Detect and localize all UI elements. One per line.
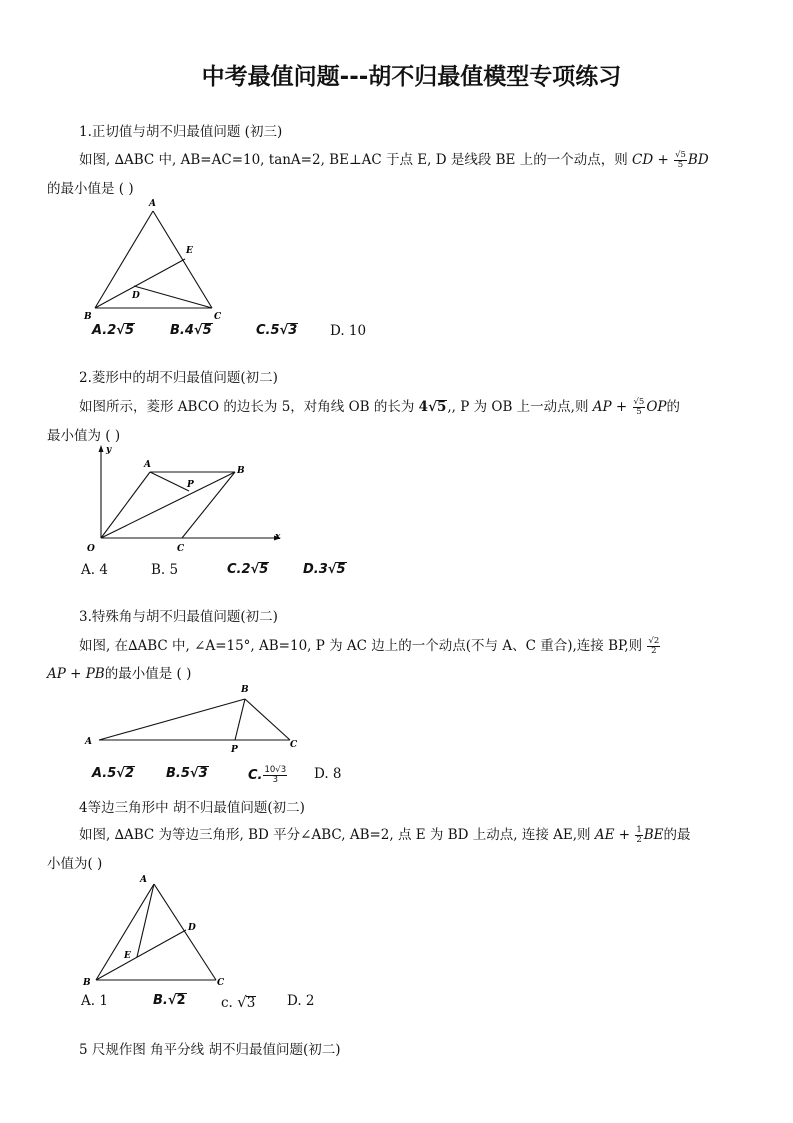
q4-option-a[interactable]: A. 1 [81,993,108,1009]
q2-label-x: x [275,532,281,542]
q3-label-c: C [290,740,298,750]
q2-heading: 2.菱形中的胡不归最值问题(初二) [79,370,278,386]
q1-label-a: A [149,199,156,209]
q1-label-d: D [132,291,140,301]
q2-option-c[interactable]: C.2√5 [227,562,269,577]
q1-options [92,323,392,341]
q3-text: 如图, 在∆ABC 中, ∠A=15°, AB=10, P 为 AC 边上的一个动点(不与 A、C 重合),连接 BP,则 $\frac{√2}{2}$ [79,636,660,656]
q1-text: 如图, ∆ABC 中, AB=AC=10, tanA=2, BE⊥AC 于点 E, D 是线段 BE 上的一个动点，则 CD + $\frac{√5}{5}$ BD [79,150,709,170]
radical-sign-icon: √ [189,766,199,781]
q1-label-e: E [186,246,193,256]
q2-option-d[interactable]: D.3√5 [303,562,346,577]
q3-heading: 3.特殊角与胡不归最值问题(初二) [79,609,278,625]
q1-option-d[interactable]: D. 10 [330,323,367,339]
q4-label-d: D [188,923,196,933]
q1-heading: 1.正切值与胡不归最值问题 (初三) [79,124,283,140]
q2-figure [80,442,290,560]
q3-label-b: B [241,685,249,695]
q4-heading: 4等边三角形中 胡不归最值问题(初二) [79,800,305,816]
q3-option-a[interactable]: A.5√2 [92,766,135,781]
q2-label-b: B [237,466,245,476]
q1-label-b: B [84,312,92,322]
q3-figure [82,682,302,755]
q2-option-b[interactable]: B. 5 [151,562,179,578]
q4-options [81,993,381,1013]
q1-option-b[interactable]: B.4√5 [170,323,212,338]
q4-label-e: E [124,951,131,961]
q2-label-a: A [144,460,151,470]
q4-text: 如图, ∆ABC 为等边三角形, BD 平分∠ABC, AB=2, 点 E 为 BD 上动点, 连接 AE,则 AE + $\frac{1}{2}$ BE的最 [79,825,691,845]
q4-text-cont: 小值为( ) [47,856,103,872]
q3-options [92,764,392,786]
q2-text-cont: 最小值为 ( ) [47,428,121,444]
radical-sign-icon: √ [428,399,437,415]
radical-sign-icon: √ [116,766,125,781]
q1-option-c[interactable]: C.5√3 [256,323,298,338]
radical-sign-icon: √ [193,323,203,338]
q1-figure [82,195,242,325]
q3-option-c[interactable]: C. $\frac{10√3}{3}$ [248,765,287,785]
q5-heading: 5 尺规作图 角平分线 胡不归最值问题(初二) [79,1042,341,1058]
q2-label-p: P [187,480,194,490]
q1-option-a[interactable]: A.2√5 [92,323,135,338]
q4-option-c[interactable]: c. √3 [221,993,256,1011]
radical-sign-icon: √ [279,323,289,338]
q2-text: 如图所示，菱形 ABCO 的边长为 5，对角线 OB 的长为 4√5,, P 为 OB 上一动点,则 AP + $\frac{√5}{5}$ OP的 [79,397,680,417]
q2-label-c: C [177,544,185,554]
q4-label-b: B [83,978,91,988]
q4-label-c: C [217,978,225,988]
q4-figure [80,870,240,995]
q3-label-a: A [85,737,92,747]
radical-sign-icon: √ [250,562,260,577]
page-title: 中考最值问题---胡不归最值模型专项练习 [201,64,622,90]
q2-label-o: O [87,544,95,554]
q1-label-c: C [214,312,222,322]
q4-option-b[interactable]: B.√2 [153,993,186,1008]
q1-text-cont: 的最小值是 ( ) [47,181,134,197]
q4-label-a: A [140,875,147,885]
q4-option-d[interactable]: D. 2 [287,993,315,1009]
q2-option-a[interactable]: A. 4 [81,562,108,578]
radical-sign-icon: √ [167,993,177,1008]
q2-options [81,562,381,580]
q3-text-cont: AP + PB的最小值是 ( ) [47,666,192,682]
q3-label-p: P [231,745,238,755]
radical-sign-icon: √ [116,323,125,338]
radical-sign-icon: √ [327,562,337,577]
q3-option-b[interactable]: B.5√3 [166,766,208,781]
q3-option-d[interactable]: D. 8 [314,766,342,782]
q2-label-y: y [106,445,112,455]
